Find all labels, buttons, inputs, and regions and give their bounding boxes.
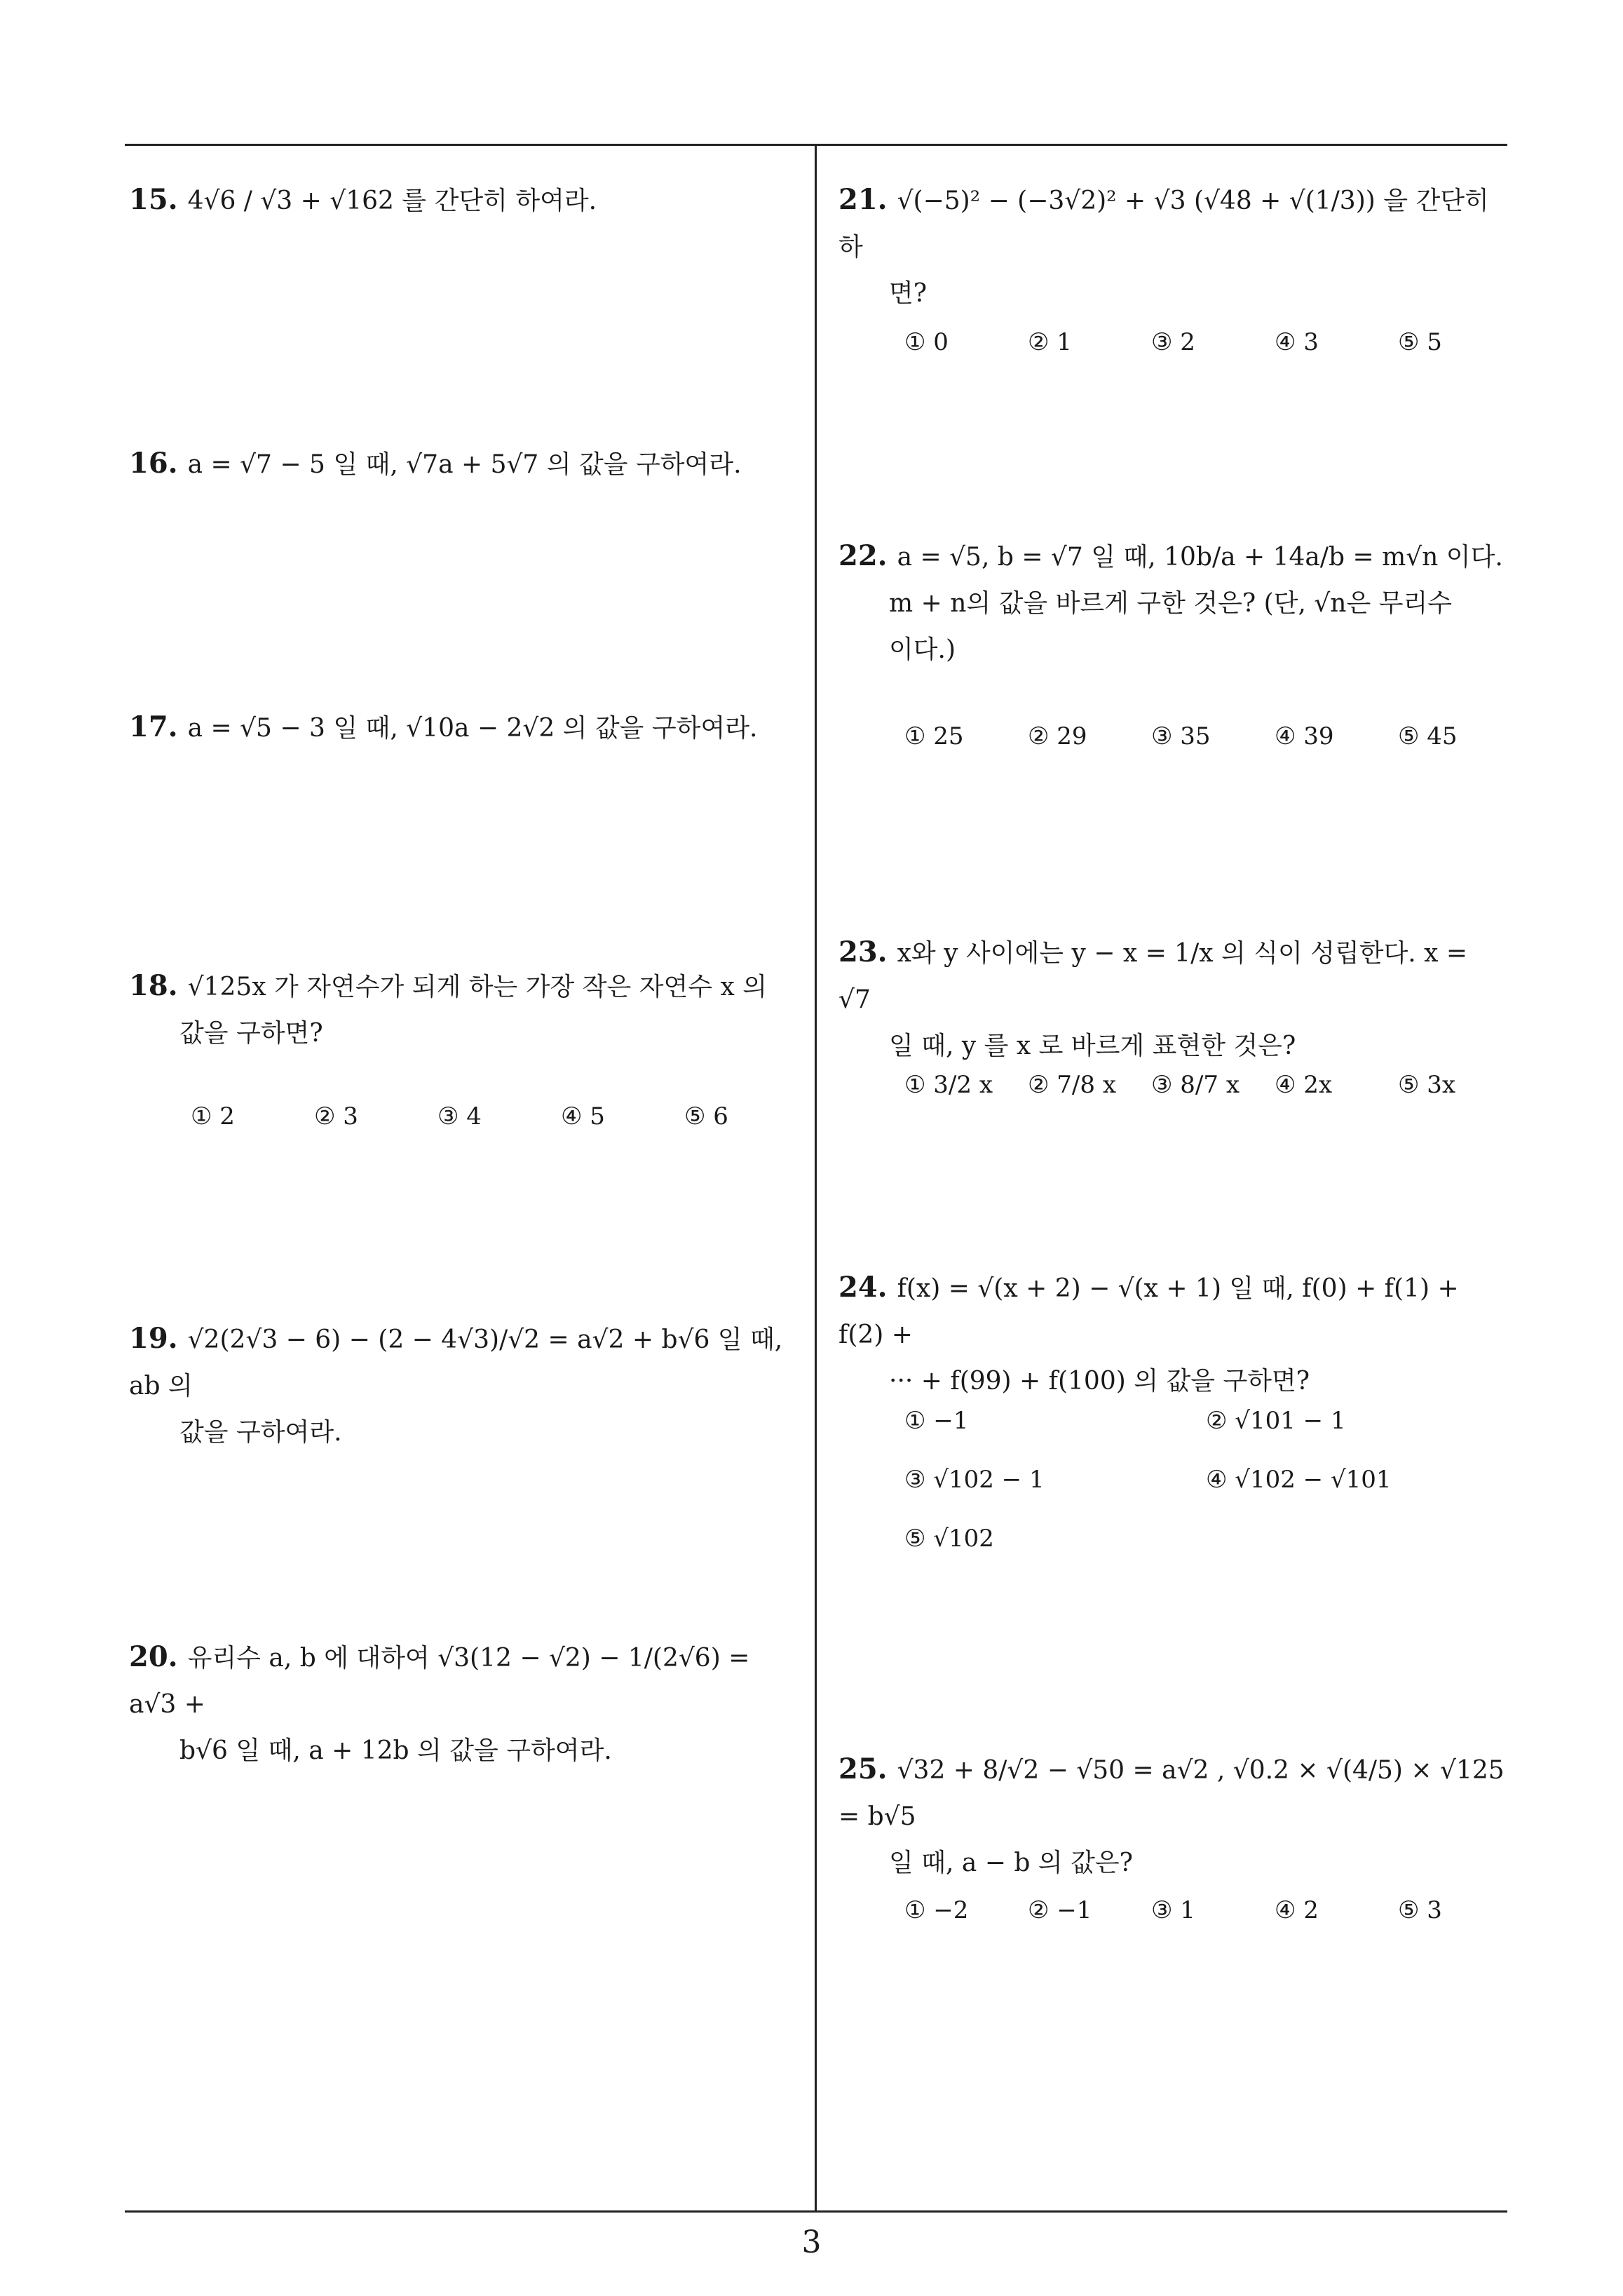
choice-2[interactable]: ② −1 [1028, 1896, 1092, 1924]
problem-text-line-1: √125x 가 자연수가 되게 하는 가장 작은 자연수 x 의 [187, 973, 768, 1001]
problem-text-line-2: b√6 일 때, a + 12b 의 값을 구하여라. [179, 1736, 612, 1765]
choices-23 [904, 1071, 1521, 1099]
problem-text-line-2: 면? [889, 279, 928, 308]
problem-21 [838, 177, 1505, 317]
problem-number: 16. [129, 447, 178, 480]
choice-1[interactable]: ① 25 [904, 722, 964, 750]
choice-5[interactable]: ⑤ 3x [1398, 1071, 1456, 1099]
choice-1[interactable]: ① 3/2 x [904, 1071, 993, 1099]
problem-text-line-1: √2(2√3 − 6) − (2 − 4√3)/√2 = a√2 + b√6 일 때, ab 의 [129, 1325, 783, 1400]
problem-number: 23. [838, 936, 888, 968]
choice-3[interactable]: ③ 1 [1151, 1896, 1195, 1924]
choice-4[interactable]: ④ 3 [1275, 328, 1319, 356]
column-divider [815, 144, 817, 2213]
choice-4[interactable]: ④ 2 [1275, 1896, 1319, 1924]
choices-25 [904, 1896, 1521, 1924]
choice-1[interactable]: ① 0 [904, 328, 949, 356]
problem-number: 24. [838, 1271, 888, 1304]
choices-24 [904, 1407, 1507, 1553]
problem-text-line-1: x와 y 사이에는 y − x = 1/x 의 식이 성립한다. x = √7 [838, 939, 1468, 1014]
problem-text-line-2: 일 때, a − b 의 값은? [889, 1849, 1133, 1877]
problem-number: 19. [129, 1322, 178, 1355]
problem-17 [129, 704, 802, 752]
problem-text-line-2: 값을 구하여라. [179, 1418, 342, 1447]
choice-2[interactable]: ② 7/8 x [1028, 1071, 1116, 1099]
choice-1[interactable]: ① −1 [904, 1407, 969, 1435]
choice-5[interactable]: ⑤ 45 [1398, 722, 1458, 750]
problem-text-line-1: √(−5)² − (−3√2)² + √3 (√48 + √(1/3)) 을 간단히 하 [838, 187, 1489, 262]
choice-5[interactable]: ⑤ 3 [1398, 1896, 1442, 1924]
problem-19 [129, 1316, 802, 1456]
problem-15 [129, 177, 802, 224]
problem-number: 25. [838, 1753, 888, 1785]
problem-number: 20. [129, 1640, 178, 1673]
choice-3[interactable]: ③ 4 [437, 1102, 482, 1130]
bottom-rule [125, 2210, 1507, 2213]
choice-5[interactable]: ⑤ 6 [684, 1102, 728, 1130]
choice-4[interactable]: ④ 39 [1275, 722, 1334, 750]
problem-text-line-1: f(x) = √(x + 2) − √(x + 1) 일 때, f(0) + f(1) + f(2) + [838, 1274, 1459, 1349]
page-number: 3 [801, 2224, 822, 2260]
choices-21 [904, 328, 1521, 356]
choice-4[interactable]: ④ 5 [561, 1102, 605, 1130]
choice-2[interactable]: ② 1 [1028, 328, 1072, 356]
problem-text-line-1: a = √5, b = √7 일 때, 10b/a + 14a/b = m√n 이다. [897, 543, 1503, 572]
choice-3[interactable]: ③ √102 − 1 [904, 1466, 1045, 1494]
problem-25 [838, 1746, 1505, 1886]
choice-3[interactable]: ③ 2 [1151, 328, 1195, 356]
problem-24 [838, 1264, 1505, 1405]
problem-number: 18. [129, 969, 178, 1002]
problem-number: 22. [838, 539, 888, 572]
choice-2[interactable]: ② 3 [314, 1102, 358, 1130]
problem-text: a = √7 − 5 일 때, √7a + 5√7 의 값을 구하여라. [187, 450, 742, 479]
problem-number: 17. [129, 710, 178, 743]
choices-18 [191, 1102, 808, 1130]
problem-text-line-1: √32 + 8/√2 − √50 = a√2 , √0.2 × √(4/5) × √125 = b√5 [838, 1756, 1505, 1831]
choices-22 [904, 722, 1521, 750]
choice-4[interactable]: ④ 2x [1275, 1071, 1333, 1099]
choice-3[interactable]: ③ 8/7 x [1151, 1071, 1240, 1099]
problem-text-line-2: 값을 구하면? [179, 1019, 323, 1048]
problem-16 [129, 440, 802, 488]
choice-2[interactable]: ② √101 − 1 [1206, 1407, 1346, 1435]
choice-4[interactable]: ④ √102 − √101 [1206, 1466, 1392, 1494]
choice-3[interactable]: ③ 35 [1151, 722, 1211, 750]
problem-text-line-1: 유리수 a, b 에 대하여 √3(12 − √2) − 1/(2√6) = a√3 + [129, 1644, 750, 1719]
problem-text: 4√6 / √3 + √162 를 간단히 하여라. [187, 187, 597, 215]
choice-2[interactable]: ② 29 [1028, 722, 1087, 750]
problem-text-line-3: 이다.) [889, 635, 956, 664]
problem-23 [838, 929, 1505, 1069]
problem-number: 21. [838, 183, 888, 216]
choice-5[interactable]: ⑤ √102 [904, 1525, 994, 1553]
choice-5[interactable]: ⑤ 5 [1398, 328, 1442, 356]
problem-text-line-2: ··· + f(99) + f(100) 의 값을 구하면? [889, 1367, 1310, 1396]
problem-22 [838, 533, 1505, 673]
problem-text: a = √5 − 3 일 때, √10a − 2√2 의 값을 구하여라. [187, 714, 758, 743]
problem-text-line-2: m + n의 값을 바르게 구한 것은? (단, √n은 무리수 [889, 589, 1453, 618]
choice-1[interactable]: ① −2 [904, 1896, 969, 1924]
problem-18 [129, 963, 802, 1057]
problem-text-line-2: 일 때, y 를 x 로 바르게 표현한 것은? [889, 1032, 1296, 1060]
choice-1[interactable]: ① 2 [191, 1102, 235, 1130]
problem-20 [129, 1634, 802, 1774]
problem-number: 15. [129, 183, 178, 216]
